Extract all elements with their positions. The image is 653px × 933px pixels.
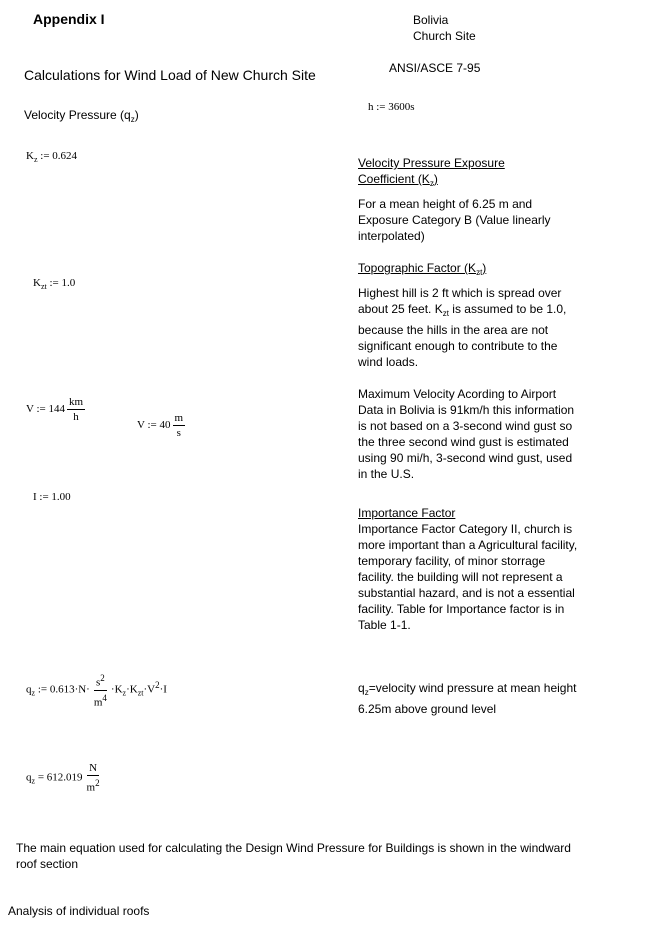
qz-result: $q_z = 612.019$ $\frac{N}{m^2}$	[26, 762, 100, 794]
velocity-pressure-label: Velocity Pressure $(q_z)$	[24, 108, 139, 124]
exposure-note	[358, 155, 578, 244]
location-line-2: Church Site	[413, 29, 476, 43]
h-definition: h := 3600s	[368, 101, 415, 113]
topographic-heading: Topographic Factor $(K_{zt})$	[358, 261, 487, 277]
velocity-ms-definition: V := 40 $\frac{m}{s}$	[137, 412, 184, 439]
topographic-body: Highest hill is 2 ft which is spread over about 25 feet. $K_{zt}$ is assumed to be 1.0, because the hills in the area are not significant enough to contribute to the wind loads.	[358, 286, 567, 369]
standard-reference: ANSI/ASCE 7-95	[389, 61, 481, 75]
importance-heading: Importance Factor	[358, 506, 456, 520]
appendix-title: Appendix I	[33, 11, 105, 27]
location-line-1: Bolivia	[413, 13, 449, 27]
importance-note	[358, 505, 578, 633]
topographic-note	[358, 260, 578, 370]
exposure-heading-line-2: Coefficient $(K_z)$	[358, 172, 438, 188]
kzt-definition: $K_{zt}$ := 1.0	[33, 277, 76, 291]
exposure-body: For a mean height of 6.25 m and Exposure Category B (Value linearly interpolated)	[358, 197, 551, 243]
analysis-heading: Analysis of individual roofs	[8, 904, 150, 918]
importance-body: Importance Factor Category II, church is more important than a Agricultural facility, temporary facility, of minor storrage facility. the building will not represent a substantial hazard, and is not a essential facility. Table for Importance factor is in Table 1-1.	[358, 522, 578, 632]
qz-equation: $q_z$ := 0.613·N· $\frac{s^2}{m^4}$ $\cdot K_z\cdot K_{zt}\cdot V^2\cdot I$	[26, 673, 167, 709]
exposure-heading-line-1: Velocity Pressure Exposure	[358, 156, 505, 170]
qz-note: $q_z=velocity$ wind pressure at mean height 6.25m above ground level	[358, 681, 577, 716]
velocity-note: Maximum Velocity Acording to Airport Data in Bolivia is 91km/h this information is not based on a 3-second wind gust so the three second wind gust is estimated using 90 mi/h, 3-second wind gust, used in the U.S.	[358, 387, 575, 481]
importance-definition: I := 1.00	[33, 491, 71, 503]
main-equation-note: The main equation used for calculating the Design Wind Pressure for Buildings is shown in the windward roof section	[16, 841, 571, 871]
document-title: Calculations for Wind Load of New Church Site	[24, 67, 316, 83]
velocity-kmh-definition: V := 144 $\frac{km}{h}$	[26, 396, 84, 423]
kz-definition: $K_z$ := 0.624	[26, 150, 78, 164]
